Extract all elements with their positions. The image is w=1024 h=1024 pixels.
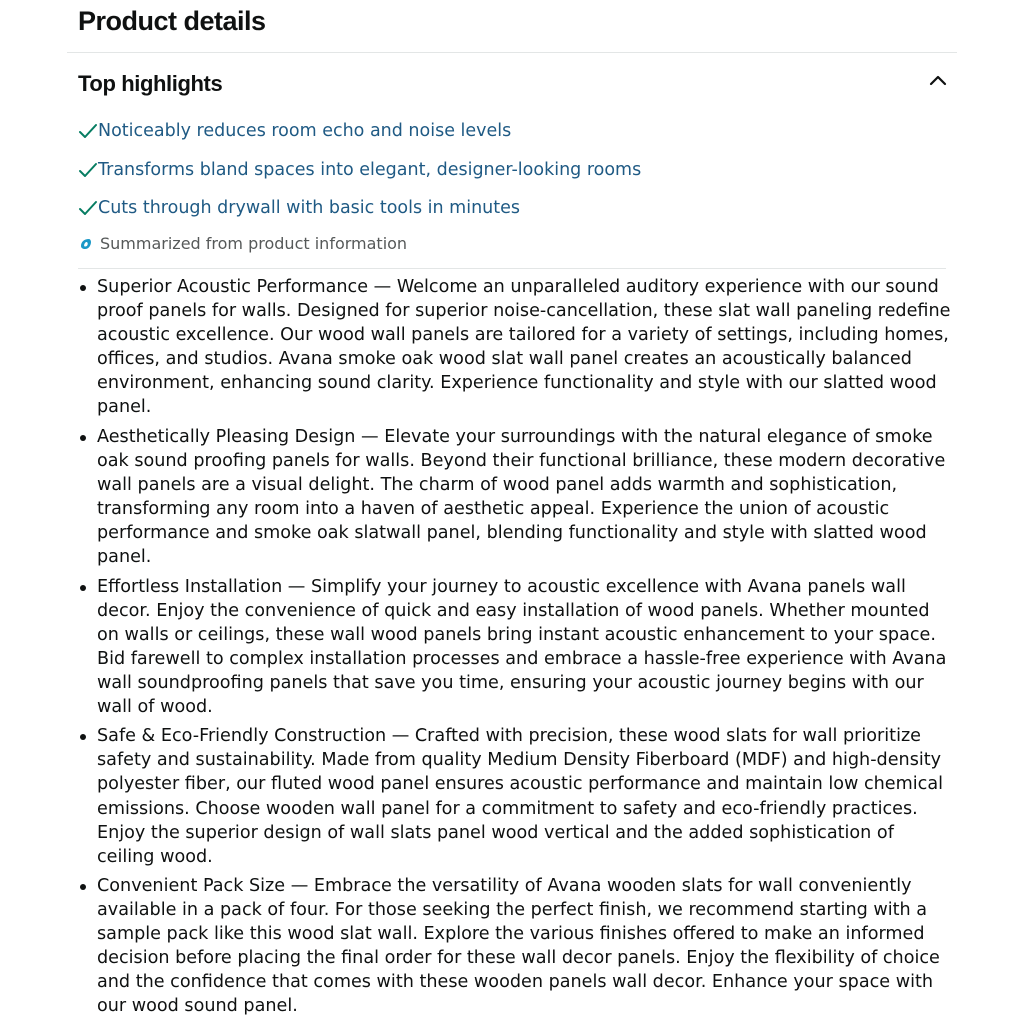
section-divider — [78, 268, 946, 269]
ai-sparkle-icon — [78, 236, 94, 252]
highlights-list — [78, 118, 948, 234]
check-icon — [78, 121, 98, 141]
list-item: Convenient Pack Size — Embrace the versatility of Avana wooden slats for wall conveniently available in a pack of four. For those seeking the perfect finish, we recommend starting with a sample pack like this wood slat wall. Explore the various finishes offered to make an informed decision before placing the final order for these wall decor panels. Enjoy the flexibility of choice and the confidence that comes with these wooden panels wall decor. Enhance your space with our wood sound panel. — [97, 874, 955, 1019]
ai-summary-note — [78, 234, 407, 253]
highlight-text: Transforms bland spaces into elegant, designer-looking rooms — [98, 159, 642, 180]
highlight-item — [78, 195, 948, 221]
highlight-item — [78, 118, 948, 144]
list-item: Effortless Installation — Simplify your journey to acoustic excellence with Avana panels wall decor. Enjoy the convenience of quick and easy installation of wood panels. Whether mounted on walls or ceilings, these wall wood panels bring instant acoustic enhancement to your space. Bid farewell to complex installation processes and embrace a hassle-free experience with Avana wall soundproofing panels that save you time, ensuring your acoustic journey begins with our wall of wood. — [97, 575, 955, 720]
collapse-button[interactable] — [926, 68, 950, 92]
highlight-text: Cuts through drywall with basic tools in minutes — [98, 198, 521, 218]
section-divider — [67, 52, 957, 53]
product-bullets — [97, 275, 955, 1024]
list-item: Aesthetically Pleasing Design — Elevate your surroundings with the natural elegance of smoke oak sound proofing panels for walls. Beyond their functional brilliance, these modern decorative wall panels are a visual delight. The charm of wood panel adds warmth and sophistication, transforming any room into a haven of aesthetic appeal. Experience the union of acoustic performance and smoke oak slatwall panel, blending functionality and style with slatted wood panel. — [97, 425, 955, 570]
list-item: Safe & Eco-Friendly Construction — Crafted with precision, these wood slats for wall prioritize safety and sustainability. Made from quality Medium Density Fiberboard (MDF) and high-density polyester fiber, our fluted wood panel ensures acoustic performance and maintain low chemical emissions. Choose wooden wall panel for a commitment to safety and eco-friendly practices. Enjoy the superior design of wall slats panel wood vertical and the added sophistication of ceiling wood. — [97, 724, 955, 869]
section-title: Top highlights — [78, 71, 223, 96]
chevron-up-icon — [929, 74, 947, 86]
check-icon — [78, 198, 98, 218]
top-highlights-header[interactable] — [78, 68, 948, 100]
page-title: Product details — [78, 6, 266, 36]
highlight-item — [78, 157, 948, 183]
list-item: Superior Acoustic Performance — Welcome an unparalleled auditory experience with our sound proof panels for walls. Designed for superior noise-cancellation, these slat wall paneling redefine acoustic excellence. Our wood wall panels are tailored for a variety of settings, including homes, offices, and studios. Avana smoke oak wood slat wall panel creates an acoustically balanced environment, enhancing sound clarity. Experience functionality and style with our slatted wood panel. — [97, 275, 955, 420]
summary-text: Summarized from product information — [100, 234, 408, 253]
highlight-text: Noticeably reduces room echo and noise levels — [98, 121, 512, 141]
check-icon — [78, 160, 98, 180]
